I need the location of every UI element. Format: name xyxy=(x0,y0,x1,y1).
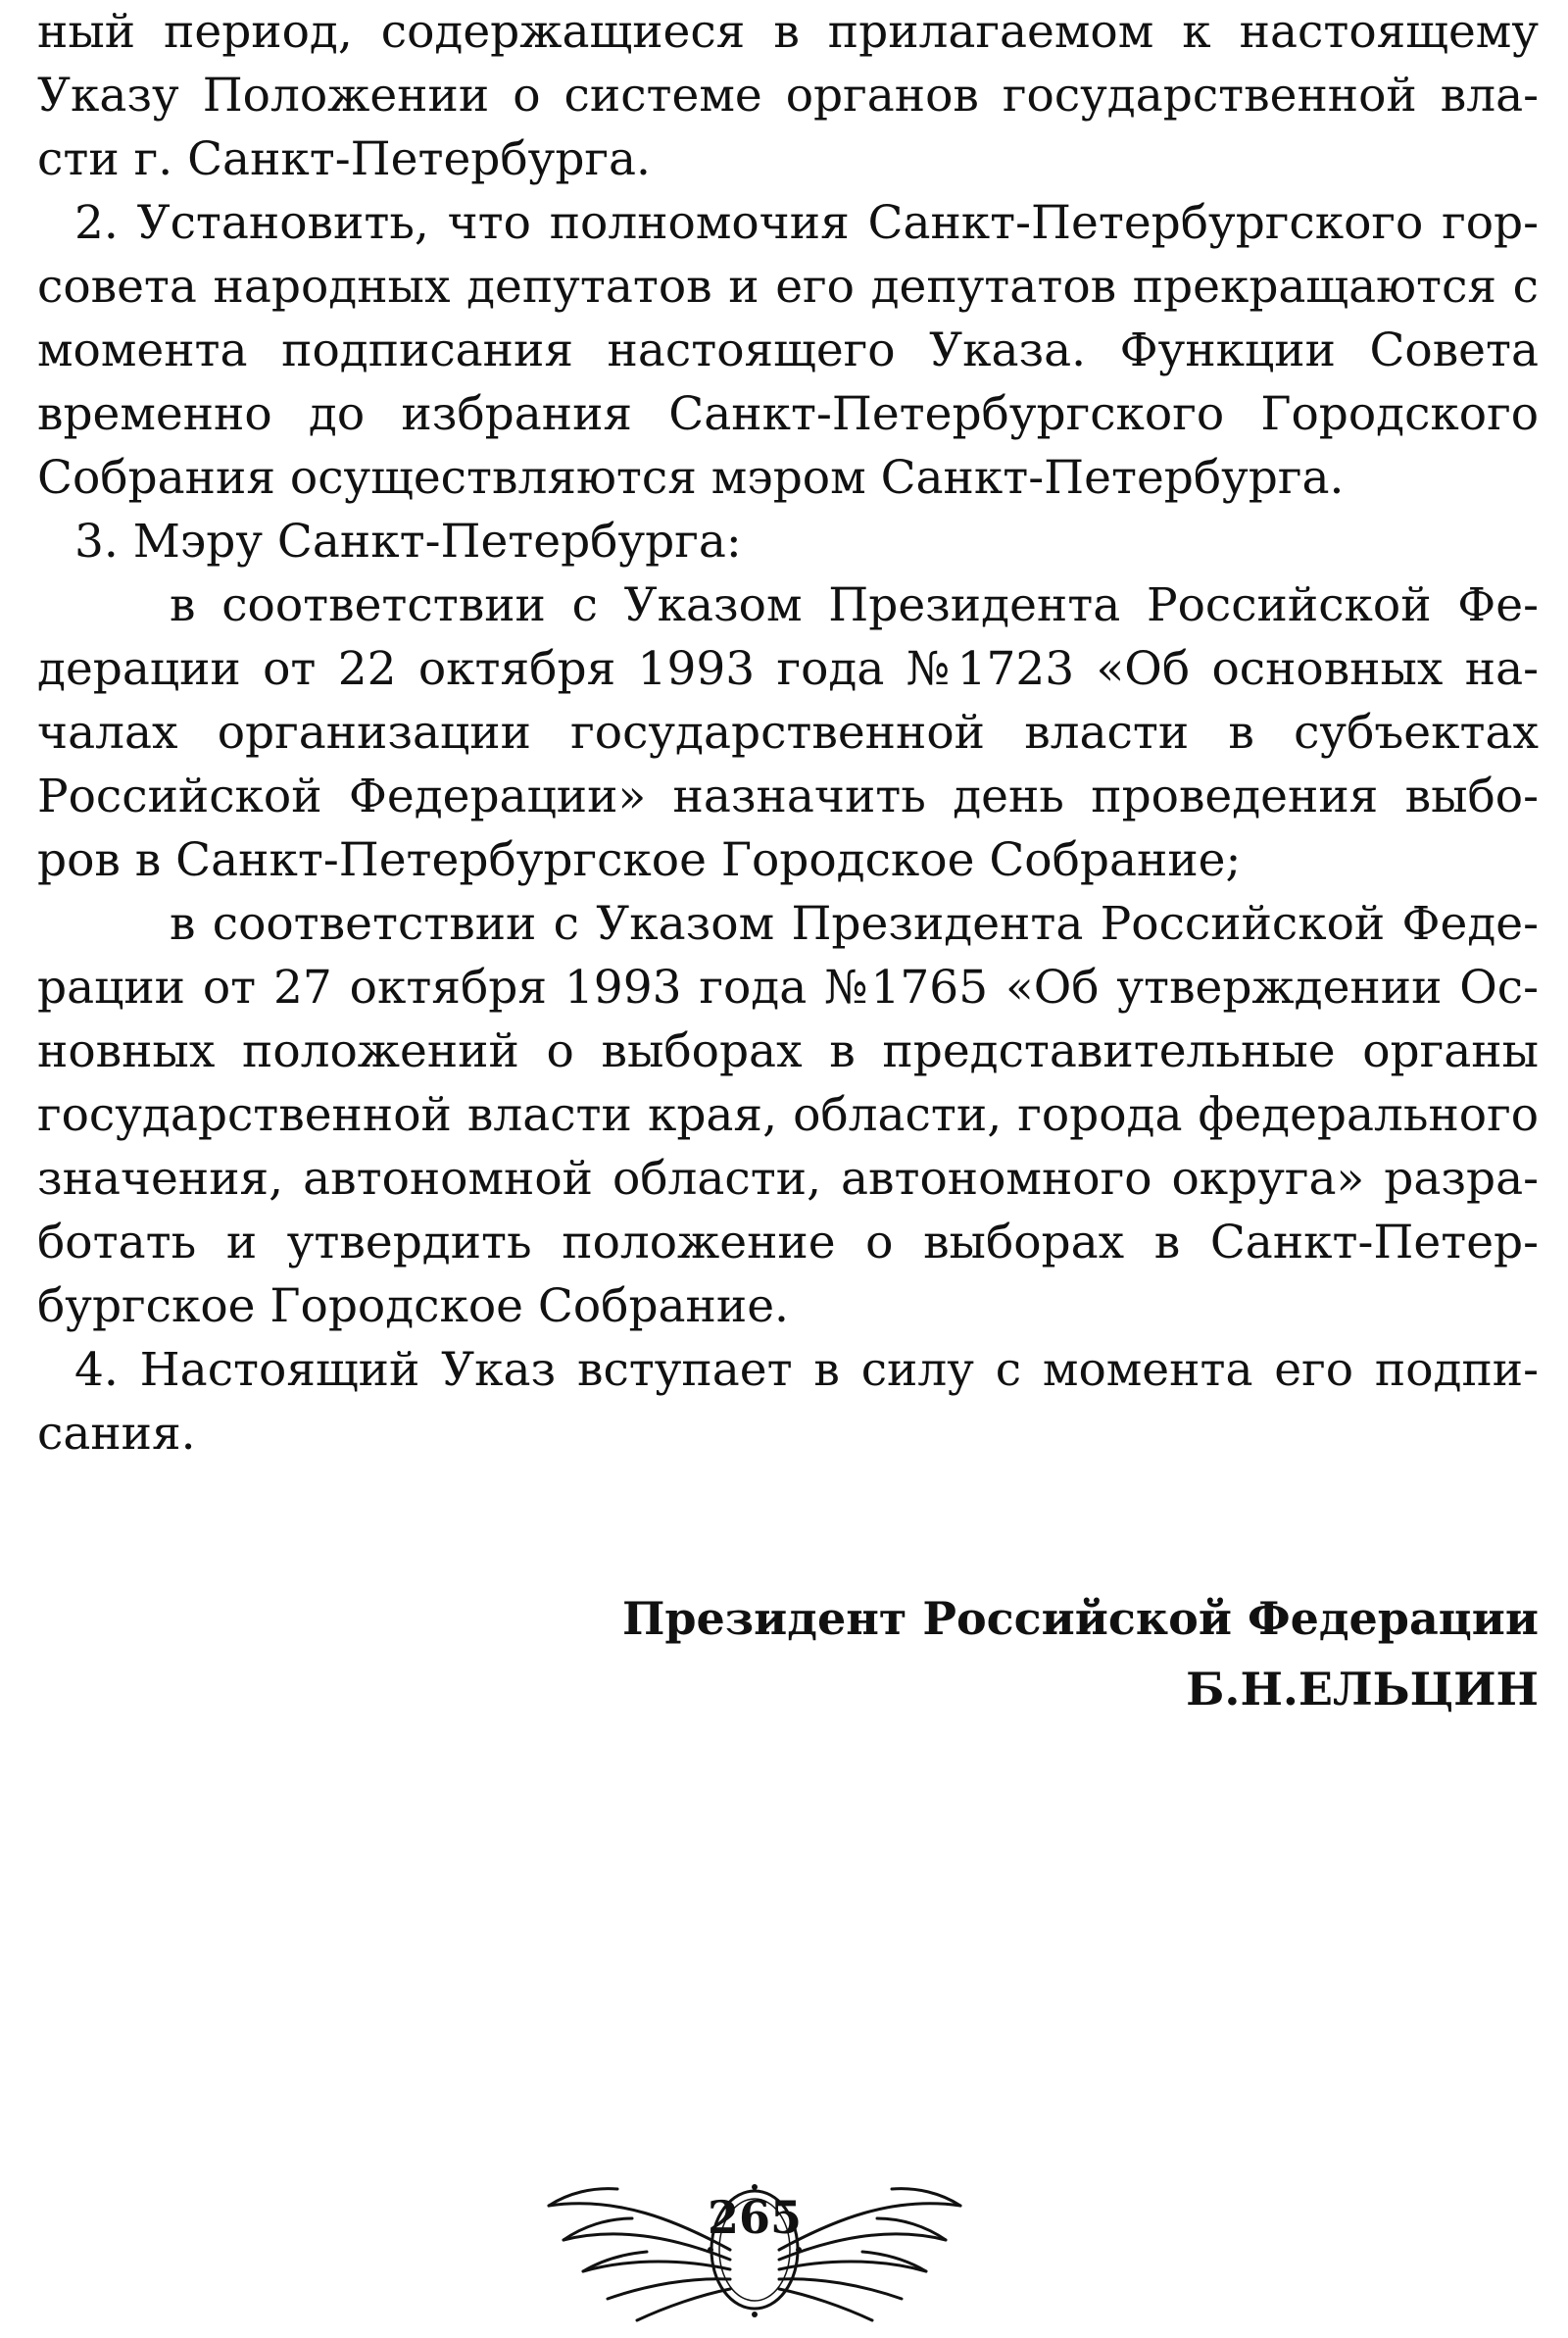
signature-block xyxy=(622,1583,1539,1724)
paragraph-subitem-elections-regulation: в соответствии с Указом Президента Российской Федерации от 27 октября 1993 года №1765 «Об утверждении Основных положений о выборах в представительные органы государственной власти края, области, города федерального значения, автономной области, автономного округа» разработать и утвердить положение о выборах в Санкт-Петербургское Городское Собрание. xyxy=(37,897,1539,1333)
signature-title: Президент Российской Федерации xyxy=(621,1592,1539,1645)
paragraph-item-2: 2. Установить, что полномочия Санкт-Петербургского горсовета народных депутатов и его депутатов прекращаются с момента подписания настоящего Указа. Функции Совета временно до избрания Санкт-Петербургского Городского Собрания осуществляются мэром Санкт-Петербурга. xyxy=(37,196,1539,505)
page-number: 265 xyxy=(707,2191,803,2244)
document-body xyxy=(37,0,1539,1466)
paragraph-continuation: ный период, содержащиеся в прилагаемом к настоящему Указу Положении о системе органов государственной власти г. Санкт-Петербурга. xyxy=(37,5,1539,186)
page-footer xyxy=(510,2103,1000,2338)
document-page xyxy=(37,0,1539,2338)
signature-name: Б.Н.ЕЛЬЦИН xyxy=(1186,1663,1539,1716)
paragraph-item-4: 4. Настоящий Указ вступает в силу с момента его подписания. xyxy=(37,1343,1539,1461)
paragraph-subitem-elections-date: в соответствии с Указом Президента Российской Федерации от 22 октября 1993 года №1723 «Об основных началах организации государственной власти в субъектах Российской Федерации» назначить день проведения выборов в Санкт-Петербургское Городское Собрание; xyxy=(37,578,1539,887)
paragraph-item-3: 3. Мэру Санкт-Петербурга: xyxy=(74,515,742,569)
